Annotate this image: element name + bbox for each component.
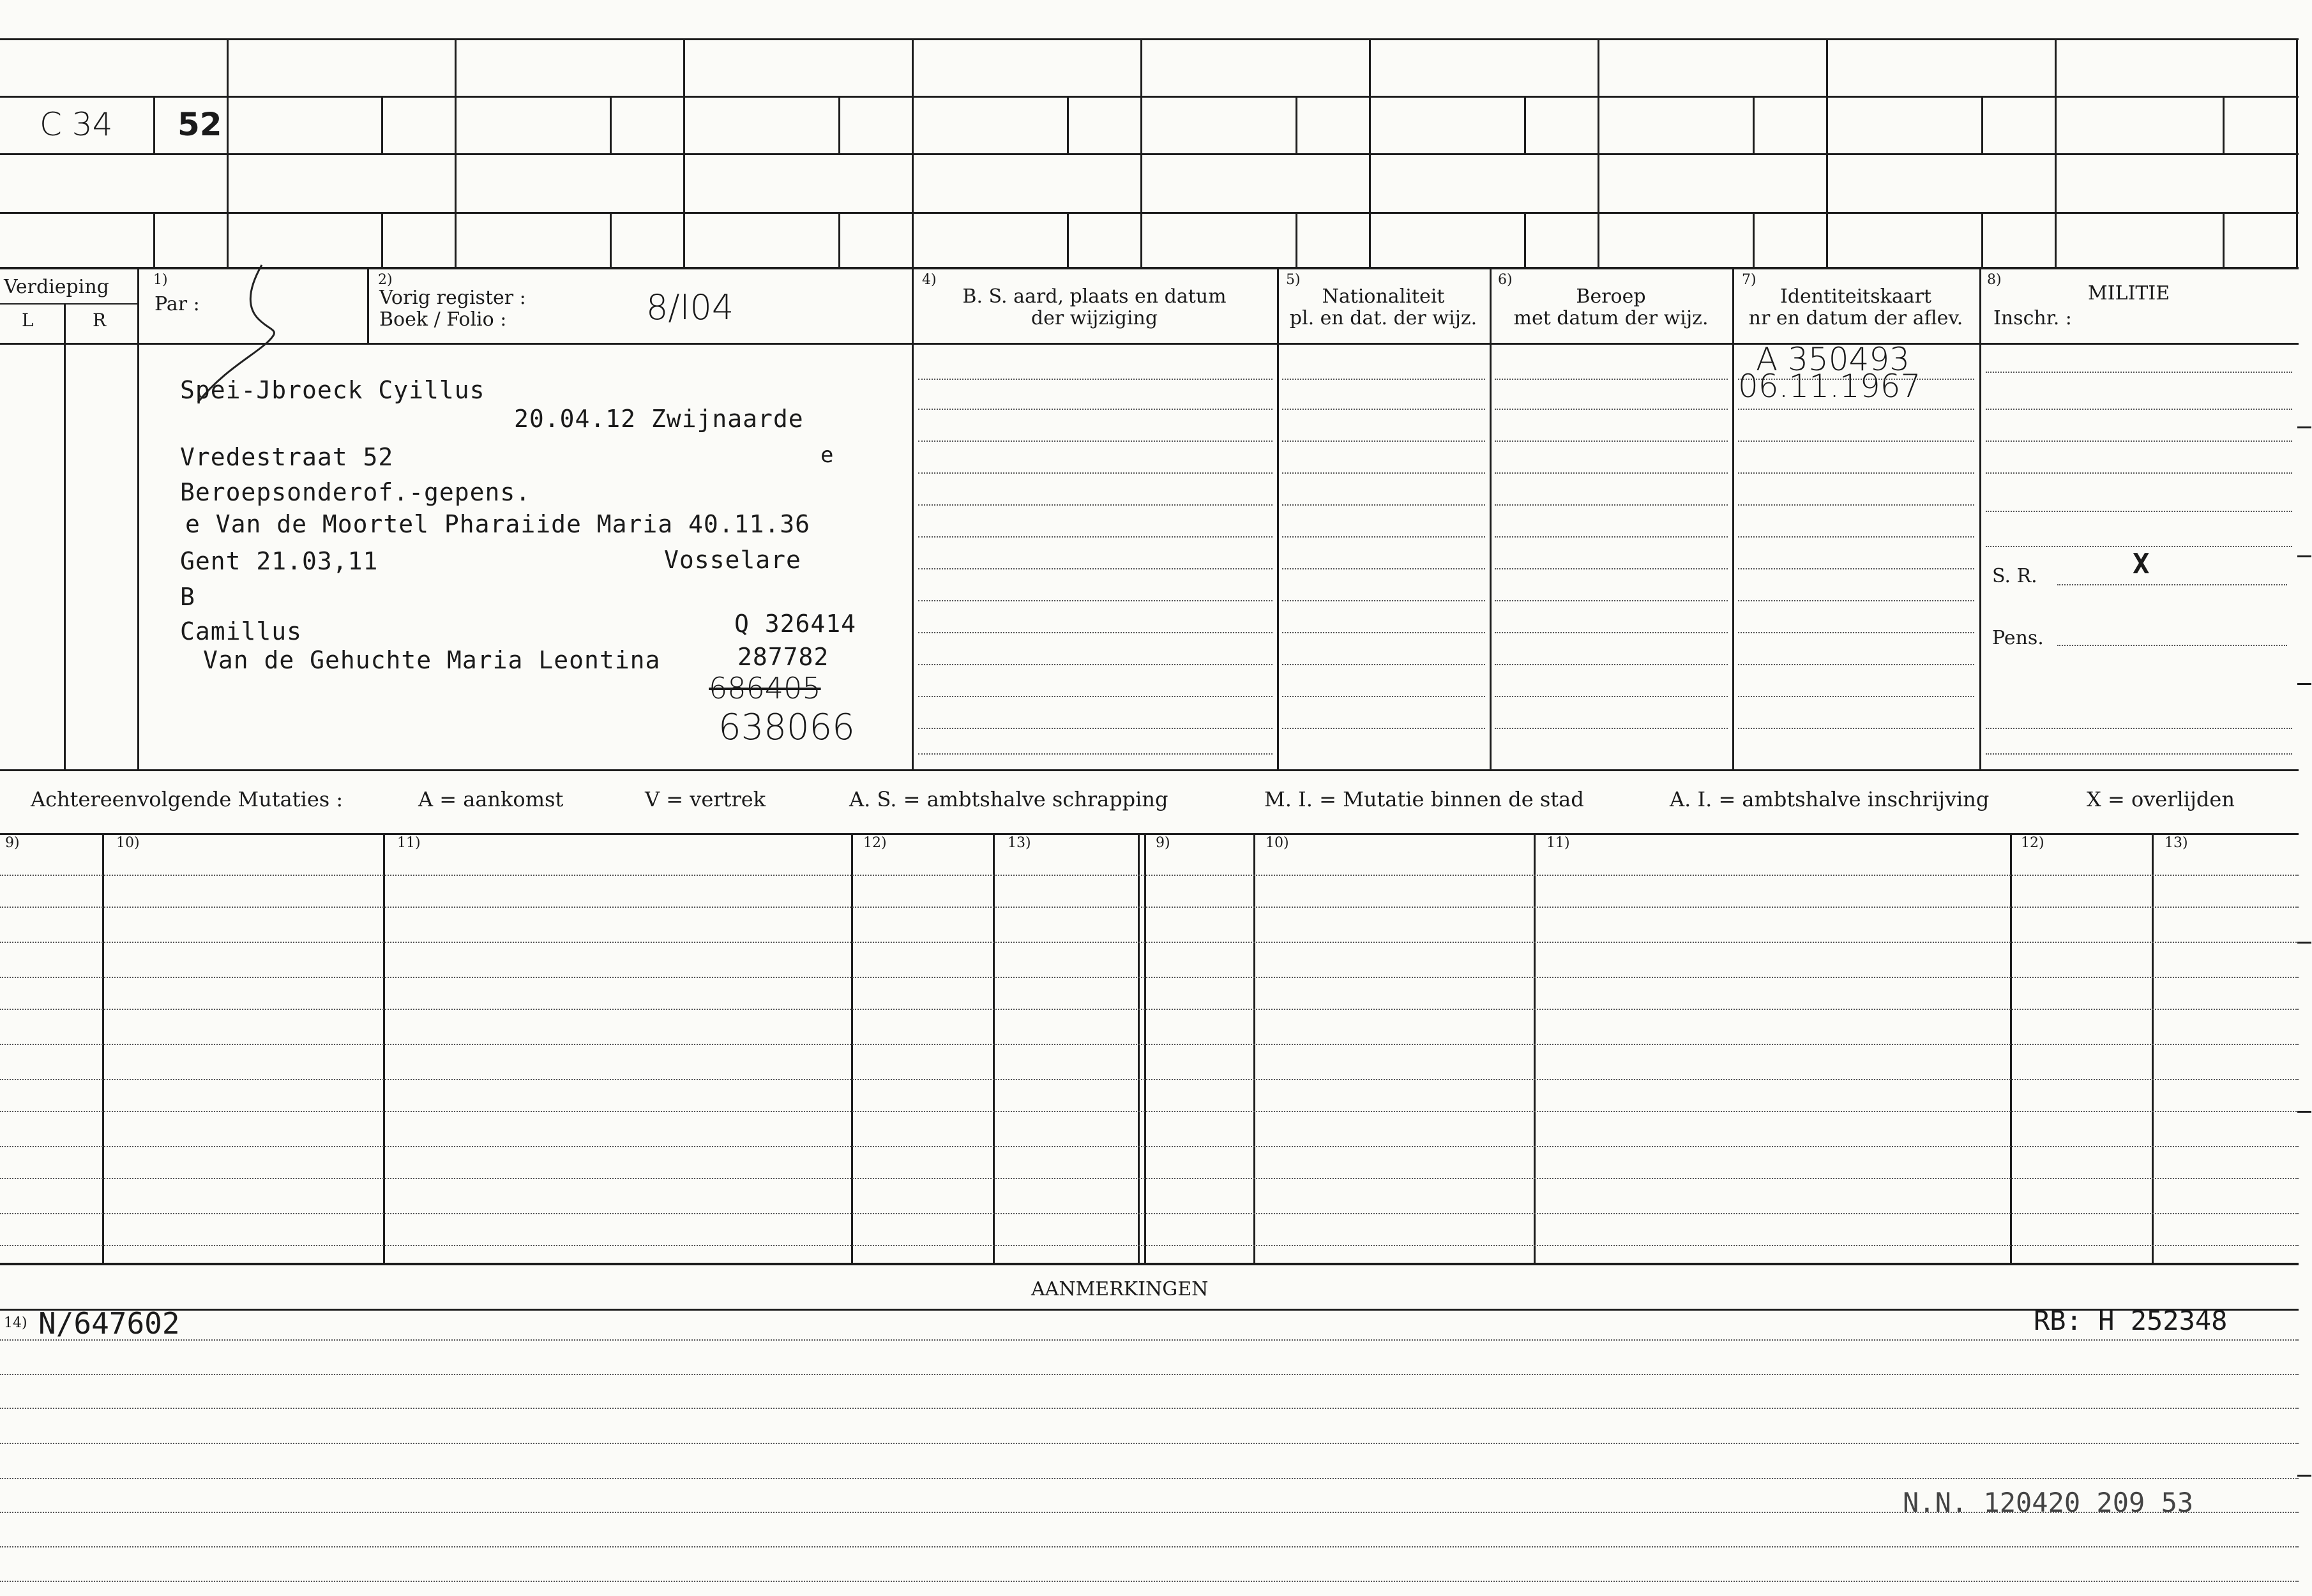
child-number: Q 326414 bbox=[734, 610, 857, 638]
nationaliteit-label-line2: pl. en dat. der wijz. bbox=[1289, 307, 1477, 329]
sheet-number: 52 bbox=[178, 106, 222, 143]
identiteit-label-line1: Identiteitskaart bbox=[1780, 285, 1931, 308]
sheet-code: C 34 bbox=[40, 106, 113, 143]
mut-col-9b: 9) bbox=[1156, 835, 1170, 851]
mut-col-10a: 10) bbox=[116, 835, 140, 851]
child-name: Camillus bbox=[180, 617, 303, 645]
col6-number: 6) bbox=[1498, 272, 1513, 288]
col2-number: 2) bbox=[378, 272, 393, 288]
aanmerking-n-number: N/647602 bbox=[38, 1306, 180, 1341]
record-b-mark: B bbox=[180, 583, 195, 611]
mut-col-9a: 9) bbox=[5, 835, 20, 851]
spouse-birth: Gent 21.03,11 bbox=[180, 547, 379, 575]
beroep-label-line2: met datum der wijz. bbox=[1513, 307, 1709, 329]
mut-col-11b: 11) bbox=[1546, 835, 1570, 851]
inschr-label: Inschr. : bbox=[1993, 307, 2072, 329]
col1-number: 1) bbox=[153, 272, 168, 288]
beroep-label-line1: Beroep bbox=[1576, 285, 1646, 308]
mut-col-12b: 12) bbox=[2021, 835, 2044, 851]
r-label: R bbox=[93, 310, 107, 331]
profession: Beroepsonderof.-gepens. bbox=[180, 478, 531, 506]
aanmerkingen-title: AANMERKINGEN bbox=[1031, 1278, 1209, 1300]
mut-col-12a: 12) bbox=[863, 835, 887, 851]
national-number: N.N. 120420 209 53 bbox=[1903, 1487, 2194, 1518]
mut-col-13a: 13) bbox=[1008, 835, 1031, 851]
legend-ambtshalve-schrapping: A. S. = ambtshalve schrapping bbox=[849, 787, 1168, 811]
final-number: 638066 bbox=[718, 707, 855, 748]
legend-aankomst: A = aankomst bbox=[418, 787, 564, 811]
col7-number: 7) bbox=[1742, 272, 1757, 288]
identity-card-number: A 350493 bbox=[1756, 341, 1910, 378]
identity-card-date: 06.11.1967 bbox=[1738, 368, 1921, 405]
col4-number: 4) bbox=[922, 272, 937, 288]
par-label: Par : bbox=[155, 293, 200, 315]
legend-overlijden: X = overlijden bbox=[2087, 787, 2235, 811]
mut-col-11a: 11) bbox=[397, 835, 421, 851]
verdieping-label: Verdieping bbox=[4, 276, 109, 298]
pens-label: Pens. bbox=[1992, 627, 2044, 649]
vorig-register-label: Vorig register : bbox=[379, 287, 526, 309]
spouse-birth-place: Vosselare bbox=[664, 546, 801, 574]
parent-number: 287782 bbox=[737, 643, 829, 671]
mut-col-13b: 13) bbox=[2165, 835, 2188, 851]
col8-number: 8) bbox=[1987, 272, 2002, 288]
nationaliteit-label-line1: Nationaliteit bbox=[1322, 285, 1445, 308]
bs-label-line2: der wijziging bbox=[1031, 307, 1158, 329]
birth-date-place: 20.04.12 Zwijnaarde bbox=[514, 405, 804, 433]
parent-name: Van de Gehuchte Maria Leontina bbox=[203, 646, 661, 674]
col5-number: 5) bbox=[1286, 272, 1301, 288]
bs-label-line1: B. S. aard, plaats en datum bbox=[962, 285, 1227, 308]
boek-folio-label: Boek / Folio : bbox=[379, 308, 507, 331]
boek-folio-value: 8/I04 bbox=[646, 287, 734, 327]
mut-col-10b: 10) bbox=[1266, 835, 1289, 851]
mutaties-title: Achtereenvolgende Mutaties : bbox=[31, 787, 344, 811]
legend-mutatie-stad: M. I. = Mutatie binnen de stad bbox=[1264, 787, 1584, 811]
l-label: L bbox=[22, 310, 34, 331]
struck-number: 686405 bbox=[709, 671, 821, 705]
legend-ambtshalve-inschrijving: A. I. = ambtshalve inschrijving bbox=[1670, 787, 1990, 811]
surname-firstname: Spei-Jbroeck Cyillus bbox=[180, 376, 485, 404]
sr-label: S. R. bbox=[1992, 565, 2037, 587]
aanmerkingen-number: 14) bbox=[4, 1315, 27, 1331]
address-mark: e bbox=[820, 442, 834, 468]
rb-number: RB: H 252348 bbox=[2034, 1305, 2228, 1336]
sr-value: X bbox=[2133, 548, 2150, 580]
legend-vertrek: V = vertrek bbox=[645, 787, 766, 811]
militie-label: MILITIE bbox=[2088, 282, 2170, 305]
address: Vredestraat 52 bbox=[180, 443, 394, 471]
identiteit-label-line2: nr en datum der aflev. bbox=[1748, 307, 1963, 329]
spouse-line: e Van de Moortel Pharaiide Maria 40.11.36 bbox=[185, 510, 810, 538]
